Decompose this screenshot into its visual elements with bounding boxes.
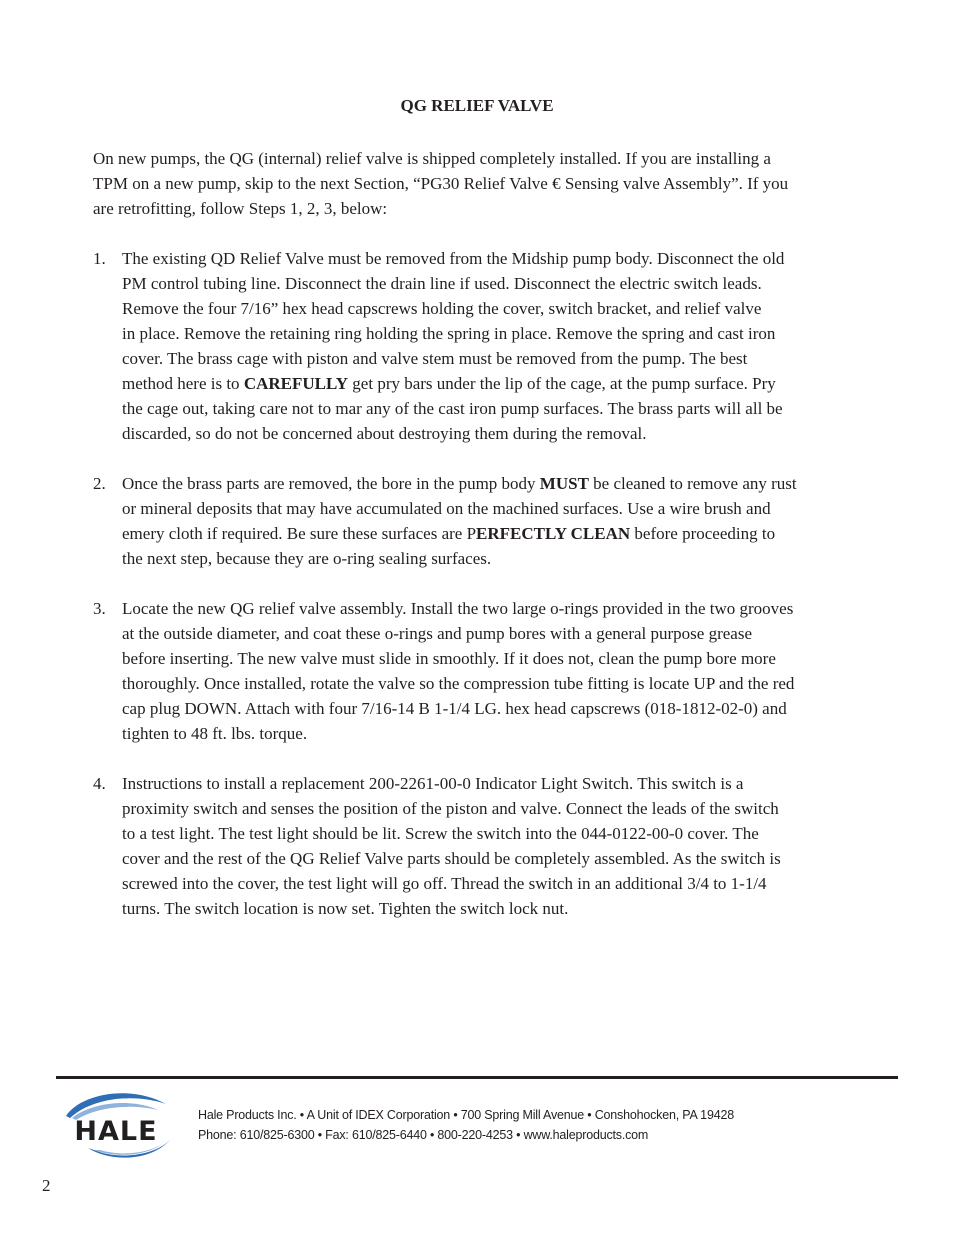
step-line: in place. Remove the retaining ring holding the spring in place. Remove the spring and cast iron <box>122 324 776 343</box>
footer-divider <box>56 1076 898 1079</box>
page-title: QG RELIEF VALVE <box>400 96 554 115</box>
step-line: the next step, because they are o-ring sealing surfaces. <box>122 549 492 568</box>
intro-line: On new pumps, the QG (internal) relief valve is shipped completely installed. If you are installing a <box>93 149 771 168</box>
page-number: 2 <box>42 1176 51 1195</box>
step-1 <box>93 246 883 446</box>
step-line <box>122 471 883 496</box>
hale-logo <box>58 1088 176 1168</box>
logo-text: HALE <box>74 1116 158 1147</box>
footer-phone: Phone: 610/825-6300 • Fax: 610/825-6440 • 800-220-4253 • www.haleproducts.com <box>198 1128 649 1142</box>
step-line: Instructions to install a replacement 200-2261-00-0 Indicator Light Switch. This switch is a <box>122 774 744 793</box>
step-line: cap plug DOWN. Attach with four 7/16-14 B 1-1/4 LG. hex head capscrews (018-1812-02-0) and <box>122 699 787 718</box>
step-text: before proceeding to <box>630 524 776 543</box>
step-line: cover. The brass cage with piston and valve stem must be removed from the pump. The best <box>122 349 748 368</box>
step-text: method here is to <box>122 374 244 393</box>
step-line <box>122 521 883 546</box>
step-line: screwed into the cover, the test light will go off. Thread the switch in an additional 3/4 to 1-1/4 <box>122 874 767 893</box>
footer-contact <box>198 1105 734 1145</box>
step-text: get pry bars under the lip of the cage, at the pump surface. Pry <box>348 374 776 393</box>
intro-line: TPM on a new pump, skip to the next Section, “PG30 Relief Valve € Sensing valve Assembly”. If you <box>93 174 789 193</box>
step-number: 2. <box>93 474 106 493</box>
footer-address: Hale Products Inc. • A Unit of IDEX Corporation • 700 Spring Mill Avenue • Conshohocken, PA 19428 <box>198 1108 734 1122</box>
step-text: be cleaned to remove any rust <box>588 474 797 493</box>
step-line: Remove the four 7/16” hex head capscrews holding the cover, switch bracket, and relief valve <box>122 299 762 318</box>
step-line: discarded, so do not be concerned about destroying them during the removal. <box>122 424 647 443</box>
step-line: The existing QD Relief Valve must be removed from the Midship pump body. Disconnect the old <box>122 249 785 268</box>
step-line: at the outside diameter, and coat these o-rings and pump bores with a general purpose grease <box>122 624 752 643</box>
step-line: before inserting. The new valve must slide in smoothly. If it does not, clean the pump bore more <box>122 649 776 668</box>
step-4 <box>93 771 883 921</box>
step-line: Locate the new QG relief valve assembly. Install the two large o-rings provided in the two grooves <box>122 599 794 618</box>
step-line <box>122 371 883 396</box>
emphasis-text: ERFECTLY CLEAN <box>476 524 631 543</box>
emphasis-text: MUST <box>539 474 589 493</box>
step-line: or mineral deposits that may have accumulated on the machined surfaces. Use a wire brush and <box>122 499 771 518</box>
intro-line: are retrofitting, follow Steps 1, 2, 3, below: <box>93 199 388 218</box>
step-text: emery cloth if required. Be sure these surfaces are P <box>122 524 477 543</box>
emphasis-text: CAREFULLY <box>243 374 349 393</box>
step-number: 3. <box>93 599 106 618</box>
step-line: cover and the rest of the QG Relief Valve parts should be completely assembled. As the switch is <box>122 849 781 868</box>
step-line: proximity switch and senses the position of the piston and valve. Connect the leads of the switch <box>122 799 779 818</box>
steps-list <box>93 246 883 946</box>
step-text: Once the brass parts are removed, the bore in the pump body <box>122 474 540 493</box>
step-line: the cage out, taking care not to mar any of the cast iron pump surfaces. The brass parts will all be <box>122 399 783 418</box>
step-number: 4. <box>93 774 106 793</box>
step-line: thoroughly. Once installed, rotate the valve so the compression tube fitting is locate UP and the red <box>122 674 795 693</box>
step-line: tighten to 48 ft. lbs. torque. <box>122 724 308 743</box>
step-number: 1. <box>93 249 106 268</box>
step-3 <box>93 596 883 746</box>
step-line: to a test light. The test light should be lit. Screw the switch into the 044-0122-00-0 cover. The <box>122 824 759 843</box>
step-2 <box>93 471 883 571</box>
step-line: PM control tubing line. Disconnect the drain line if used. Disconnect the electric switch leads. <box>122 274 762 293</box>
intro-paragraph <box>93 146 883 221</box>
step-line: turns. The switch location is now set. Tighten the switch lock nut. <box>122 899 569 918</box>
